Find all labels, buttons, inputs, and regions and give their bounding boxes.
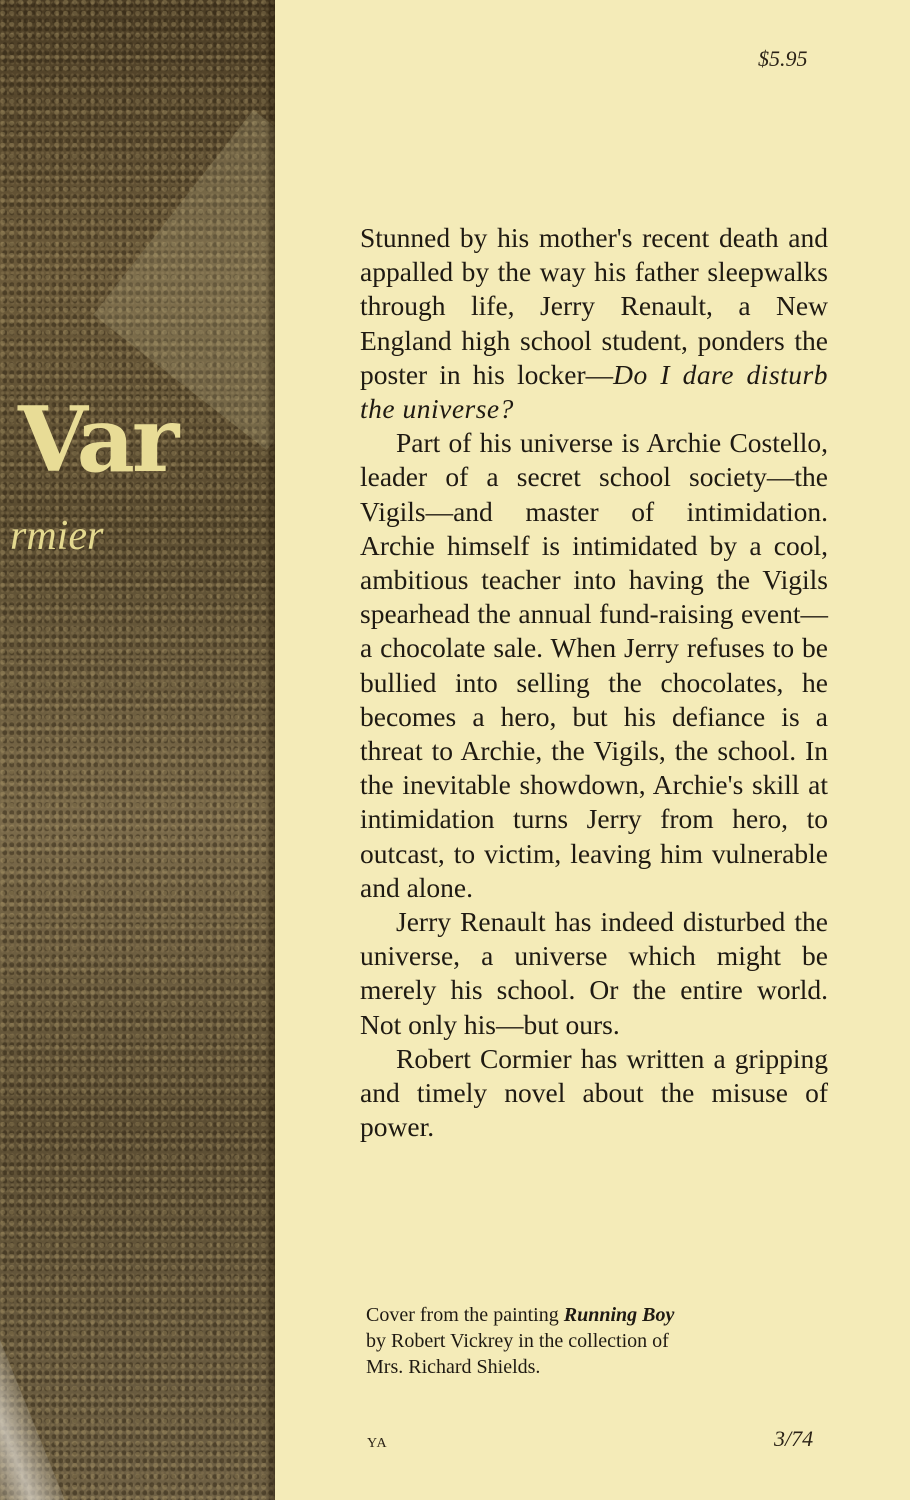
credit-line-3: Mrs. Richard Shields. (366, 1356, 541, 1378)
spine-author-fragment: rmier (10, 513, 104, 559)
blurb-paragraph-2: Part of his universe is Archie Costello, leader of a secret school society—the Vigils—and master of intimidation. Archie himself is intimidated by a cool, ambitious teacher into having the Vigils spearhead the annual fund-raising event—a chocolate sale. When Jerry refuses to be bullied into selling the chocolates, he becomes a hero, but his defiance is a threat to Archie, the Vigils, the school. In the inevitable showdown, Archie's skill at intimidation turns Jerry from hero, to outcast, to victim, leaving him vulnerable and alone. (360, 427, 828, 903)
blurb-p1-text: Stunned by his mother's recent death and appalled by the way his father sleepwalks through life, Jerry Renault, a New England high school student, ponders the poster in his locker— (360, 222, 828, 390)
credit-prefix: Cover from the painting (366, 1304, 564, 1326)
price-label: $5.95 (758, 46, 808, 71)
spine-fold-shadow (265, 0, 275, 1500)
spine-light-streak (0, 1231, 80, 1500)
category-code: YA (367, 1436, 388, 1451)
blurb-text (360, 221, 828, 1144)
blurb-paragraph-3: Jerry Renault has indeed disturbed the universe, a universe which might be merely his school. Or the entire world. Not only his—but ours. (360, 906, 828, 1040)
cover-credit (366, 1302, 786, 1380)
credit-painting-title: Running Boy (563, 1304, 675, 1326)
date-code: 3/74 (774, 1426, 814, 1451)
cover-spine-image (0, 0, 275, 1500)
credit-line-2: by Robert Vickrey in the collection of (366, 1330, 669, 1352)
spine-title-fragment: Var (18, 387, 177, 493)
blurb-paragraph-4: Robert Cormier has written a gripping and timely novel about the misuse of power. (360, 1042, 828, 1143)
blurb-paragraph-1 (360, 221, 828, 426)
blurb-p1-italic: Do I dare disturb the universe? (360, 358, 828, 425)
